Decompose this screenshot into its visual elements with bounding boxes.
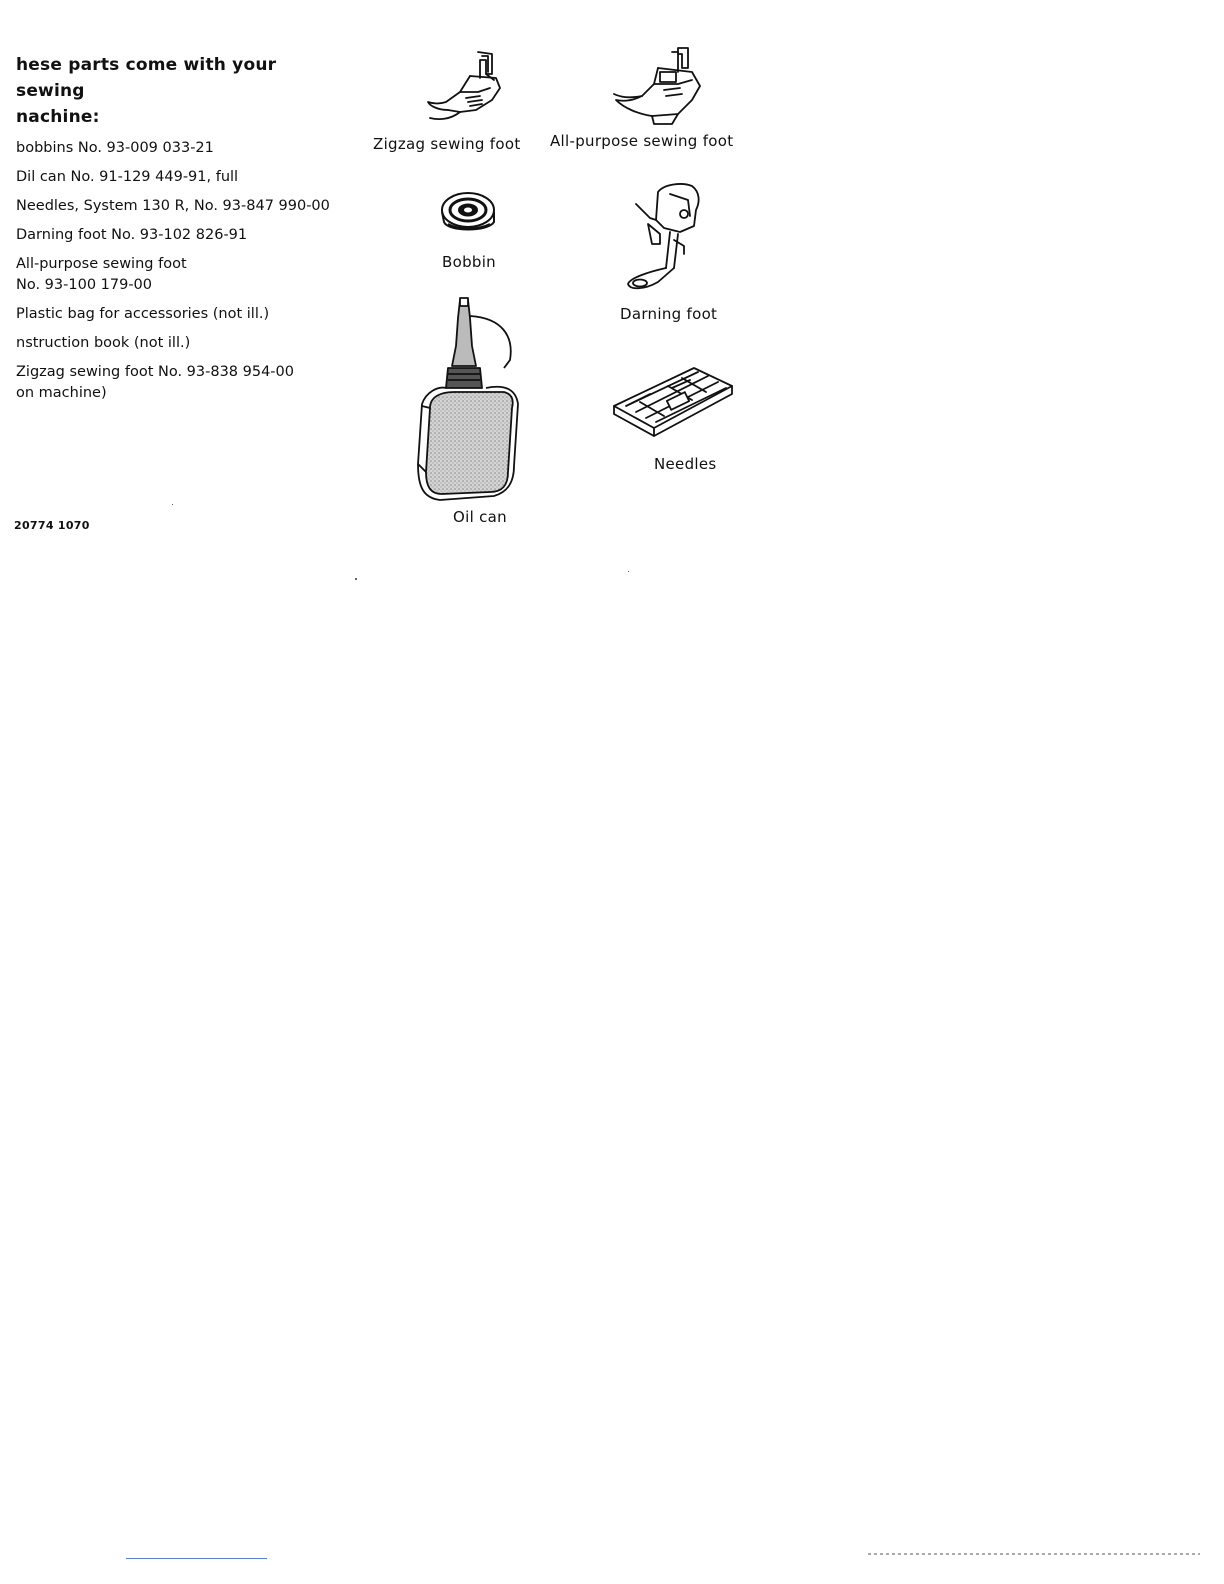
scan-speck — [355, 578, 357, 580]
list-item — [16, 362, 346, 404]
list-item-text: Needles, System 130 R, No. 93-847 990-00 — [16, 198, 330, 214]
bobbin-icon — [438, 190, 502, 242]
list-item-text: Plastic bag for accessories (not ill.) — [16, 306, 270, 322]
list-item-text: on machine) — [16, 385, 107, 401]
zigzag-sewing-foot-icon — [420, 48, 510, 128]
needles-caption: Needles — [654, 455, 717, 473]
list-item — [16, 225, 346, 246]
scan-speck — [172, 504, 173, 505]
scan-edge-line — [868, 1553, 1200, 1555]
list-item — [16, 254, 346, 296]
scan-speck — [628, 571, 629, 572]
darning-foot-icon — [618, 182, 708, 298]
all-purpose-sewing-foot-caption: All-purpose sewing foot — [550, 132, 734, 150]
list-item-text: Darning foot No. 93-102 826-91 — [16, 227, 248, 243]
list-item-text: Dil can No. 91-129 449-91, full — [16, 169, 239, 185]
list-item — [16, 304, 346, 325]
oil-can-icon — [410, 296, 530, 508]
heading-line-2: nachine: — [16, 107, 100, 127]
heading-line-1: hese parts come with your sewing — [16, 55, 277, 101]
list-item — [16, 138, 346, 159]
zigzag-sewing-foot-caption: Zigzag sewing foot — [373, 135, 521, 153]
list-item — [16, 196, 346, 217]
bottom-rule — [126, 1558, 267, 1559]
page-heading — [16, 52, 336, 130]
document-code: 20774 1070 — [14, 519, 90, 532]
oil-can-caption: Oil can — [453, 508, 507, 526]
needles-pack-icon — [610, 364, 736, 448]
parts-list — [16, 138, 346, 412]
list-item — [16, 167, 346, 188]
list-item-text: No. 93-100 179-00 — [16, 277, 153, 293]
list-item-text: Zigzag sewing foot No. 93-838 954-00 — [16, 364, 294, 380]
list-item — [16, 333, 346, 354]
list-item-text: nstruction book (not ill.) — [16, 335, 191, 351]
list-item-text: bobbins No. 93-009 033-21 — [16, 140, 214, 156]
bobbin-caption: Bobbin — [442, 253, 496, 271]
all-purpose-sewing-foot-icon — [608, 44, 708, 128]
darning-foot-caption: Darning foot — [620, 305, 718, 323]
list-item-text: All-purpose sewing foot — [16, 256, 187, 272]
